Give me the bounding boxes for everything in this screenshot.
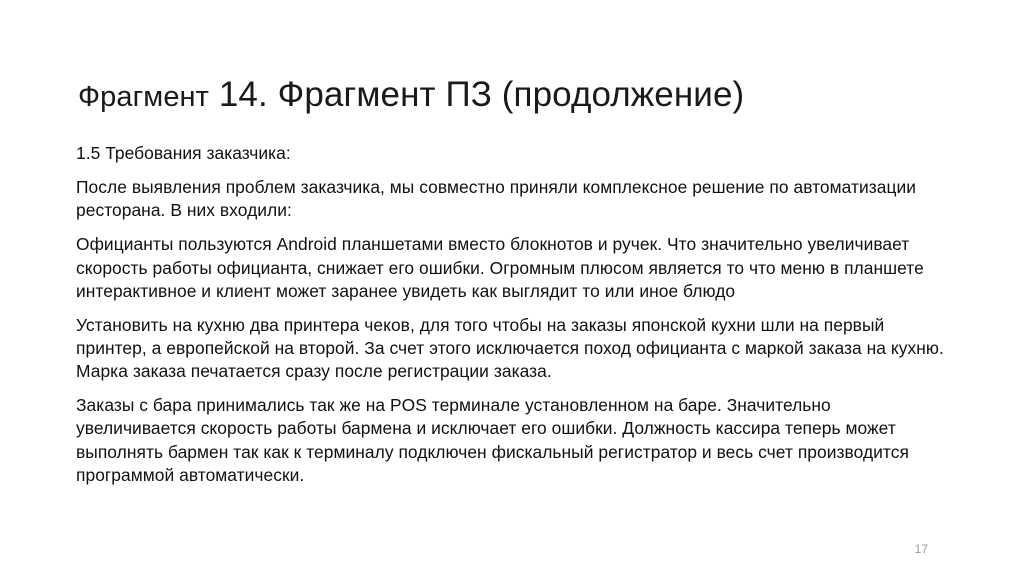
slide-body — [76, 142, 954, 498]
page-title — [78, 75, 958, 115]
paragraph-bar-pos: Заказы с бара принимались так же на POS терминале установленном на баре. Значительно увеличивается скорость работы бармена и исключает его ошибки. Должность кассира теперь может выполнять бармен так как к терминалу подключен фискальный регистратор и весь счет производится программой автоматически. — [76, 395, 909, 485]
page-title-rest: 14. Фрагмент ПЗ (продолжение) — [209, 75, 745, 115]
paragraph-requirements-heading: 1.5 Требования заказчика: — [76, 143, 291, 163]
paragraph-solution-intro: После выявления проблем заказчика, мы совместно приняли комплексное решение по автоматизации ресторана. В них входили: — [76, 177, 917, 221]
paragraph-waiters-tablets: Официанты пользуются Android планшетами вместо блокнотов и ручек. Что значительно увеличивает скорость работы официанта, снижает его ошибки. Огромным плюсом является то что меню в планшете интерактивное и клиент может заранее увидеть как выглядит то или иное блюдо — [76, 234, 924, 301]
page-title-smallcaps: Фрагмент — [78, 81, 210, 114]
paragraph-kitchen-printers: Установить на кухню два принтера чеков, для того чтобы на заказы японской кухни шли на первый принтер, а европейской на второй. За счет этого исключается поход официанта с маркой заказа на кухню. Марка заказа печатается сразу после регистрации заказа. — [76, 314, 944, 382]
page-number: 17 — [914, 542, 928, 556]
